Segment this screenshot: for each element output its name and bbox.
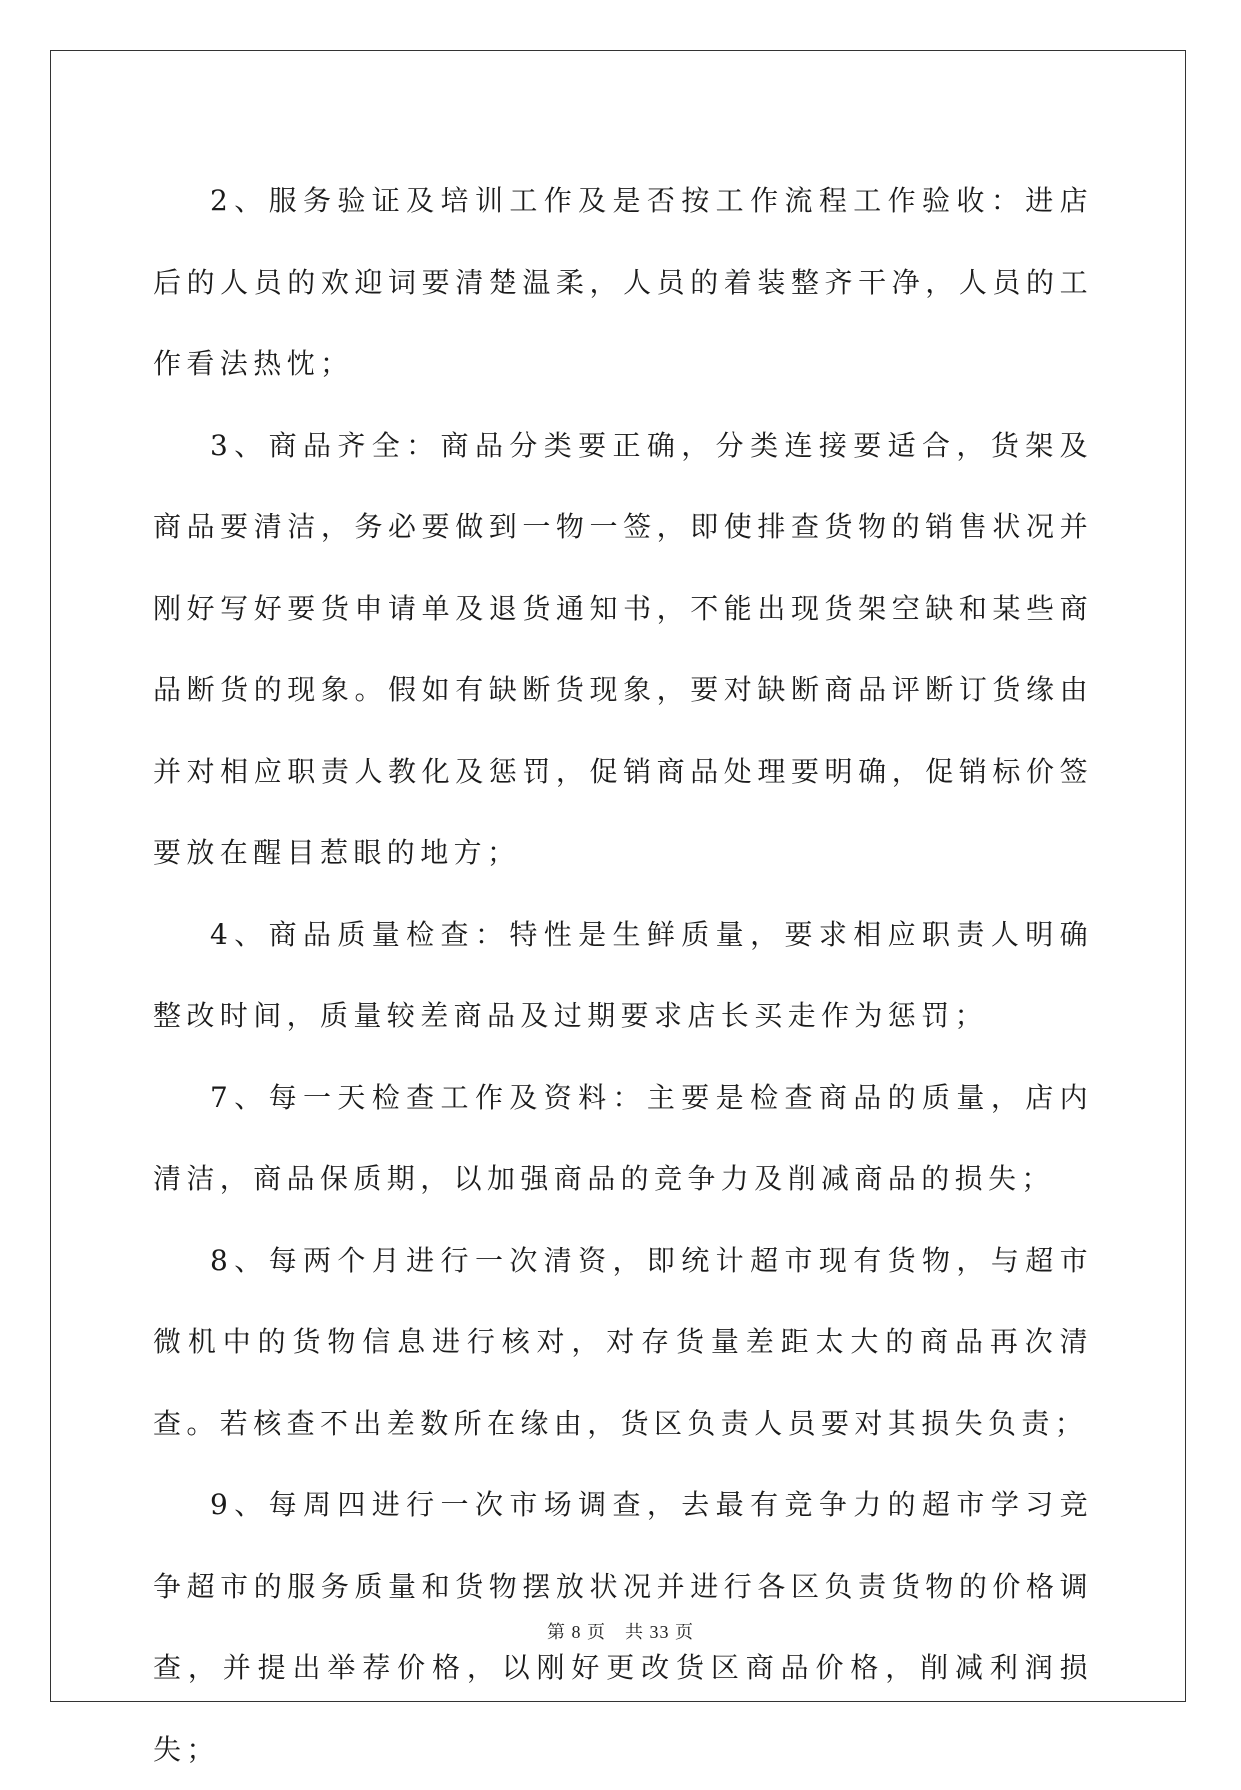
paragraph-item-8: 8、每两个月进行一次清资，即统计超市现有货物，与超市微机中的货物信息进行核对，对存货量差距太大的商品再次清查。若核查不出差数所在缘由，货区负责人员要对其损失负责；: [153, 1243, 1093, 1440]
paragraph-item-4: 4、商品质量检查：特性是生鲜质量，要求相应职责人明确整改时间，质量较差商品及过期要求店长买走作为惩罚；: [153, 917, 1093, 1032]
paragraph-item-2: 2、服务验证及培训工作及是否按工作流程工作验收：进店后的人员的欢迎词要清楚温柔，人员的着装整齐干净，人员的工作看法热忱；: [153, 184, 1093, 380]
paragraph-item-3: 3、商品齐全：商品分类要正确，分类连接要适合，货架及商品要清洁，务必要做到一物一签，即使排查货物的销售状况并刚好写好要货申请单及退货通知书，不能出现货架空缺和某些商品断货的现象。假如有缺断货现象，要对缺断商品评断订货缘由并对相应职责人教化及惩罚，促销商品处理要明确，促销标价签要放在醒目惹眼的地方；: [153, 428, 1093, 869]
page-number-footer: 第 8 页 共 33 页: [547, 1622, 694, 1642]
paragraph-item-9: 9、每周四进行一次市场调查，去最有竞争力的超市学习竞争超市的服务质量和货物摆放状况并进行各区负责货物的价格调查，并提出举荐价格，以刚好更改货区商品价格，削减利润损失；: [153, 1488, 1093, 1766]
document-body: [153, 160, 1093, 1790]
paragraph-item-7: 7、每一天检查工作及资料：主要是检查商品的质量，店内清洁，商品保质期，以加强商品的竞争力及削减商品的损失；: [153, 1080, 1093, 1195]
